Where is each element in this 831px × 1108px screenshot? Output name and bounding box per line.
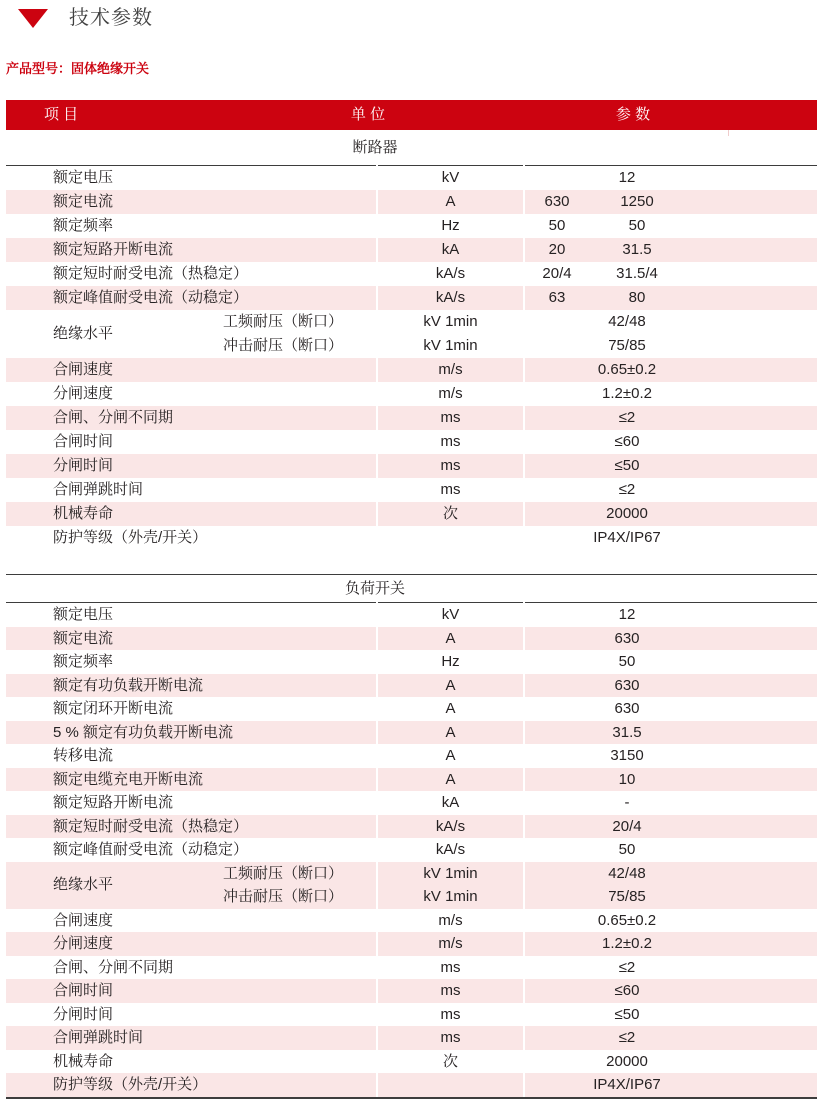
header-unit-column: 单 位: [350, 106, 386, 123]
table-row: [6, 838, 817, 862]
item-cell: 机械寿命: [6, 502, 376, 526]
unit-cell: 次: [378, 502, 523, 526]
unit-cell: kV: [441, 606, 460, 623]
item-cell: 额定有功负载开断电流: [6, 674, 376, 698]
param-value: 50: [618, 653, 636, 670]
param-value: 50: [618, 841, 636, 858]
param-value: 630: [544, 193, 570, 210]
item-cell: 合闸时间: [6, 979, 376, 1003]
table-sections: [6, 130, 817, 1099]
param-cell: [525, 262, 817, 286]
section-title: 负荷开关: [344, 580, 406, 597]
item-cell: 合闸弹跳时间: [53, 481, 144, 498]
unit-cell: kA: [378, 238, 523, 262]
item-cell: 额定频率: [53, 217, 114, 234]
table-bottom-line: [6, 1097, 817, 1099]
item-cell: 额定电流: [6, 190, 376, 214]
unit-cell: kA/s: [435, 841, 466, 858]
item-cell: 合闸时间: [53, 433, 114, 450]
unit-cell: ms: [440, 433, 461, 450]
unit-cell: A: [378, 768, 523, 792]
param-value: 50: [628, 217, 646, 234]
item-cell: 额定电缆充电开断电流: [6, 768, 376, 792]
item-cell: 额定短时耐受电流（热稳定）: [6, 815, 376, 839]
table-row: [6, 674, 817, 698]
table-row: [6, 454, 817, 478]
param-value: 75/85: [608, 337, 646, 354]
param-value: 12: [618, 606, 636, 623]
param-cell: [525, 768, 817, 792]
table-row: [6, 956, 817, 980]
param-value: ≤2: [618, 1029, 636, 1046]
item-cell: 额定短时耐受电流（热稳定）: [53, 265, 249, 282]
item-cell: 合闸速度: [6, 358, 376, 382]
section-header: [6, 130, 817, 165]
section-circuit-breaker: [6, 130, 817, 550]
item-sublabel: 冲击耐压（断口）: [223, 888, 344, 905]
item-cell: [6, 862, 376, 909]
unit-cell: [378, 526, 523, 550]
item-cell: 防护等级（外壳/开关）: [6, 1073, 376, 1097]
param-value: ≤50: [614, 1005, 640, 1023]
param-cell: [525, 603, 817, 627]
param-value: IP4X/IP67: [593, 529, 661, 546]
unit-cell: A: [378, 721, 523, 745]
param-value: 20000: [606, 505, 648, 522]
param-cell: [525, 932, 817, 956]
table-row: [6, 1073, 817, 1097]
item-cell: 机械寿命: [53, 1052, 114, 1070]
param-dual-values: [525, 190, 817, 214]
item-cell: 额定峰值耐受电流（动稳定）: [6, 286, 376, 310]
unit-cell: ms: [378, 454, 523, 478]
param-dual-values: [525, 262, 817, 286]
item-cell: 额定电压: [53, 606, 114, 623]
table-row: [6, 526, 817, 550]
item-sublabels: [223, 310, 343, 358]
unit-cell: Hz: [441, 653, 460, 670]
param-value: 20/4: [612, 817, 642, 835]
param-value: 31.5: [612, 723, 642, 741]
table-row: [6, 382, 817, 406]
param-value: 50: [548, 217, 566, 234]
table-row: [6, 697, 817, 721]
param-value: 75/85: [608, 888, 646, 905]
param-value: ≤60: [614, 433, 640, 450]
item-cell: 合闸速度: [53, 911, 114, 929]
param-cell: [525, 1003, 817, 1027]
table-row: [6, 358, 817, 382]
item-cell: 额定频率: [53, 653, 114, 670]
unit-value: kV 1min: [423, 888, 478, 905]
param-value: ≤2: [618, 409, 636, 426]
unit-cell: A: [445, 747, 456, 764]
unit-cell: A: [378, 674, 523, 698]
table-row: [6, 430, 817, 454]
unit-cell: ms: [378, 979, 523, 1003]
unit-cell: [378, 862, 523, 909]
param-cell: [525, 430, 817, 454]
unit-cell: ms: [440, 958, 461, 976]
item-cell: 分闸速度: [6, 932, 376, 956]
item-cell: 转移电流: [53, 747, 114, 764]
item-cell: 合闸、分闸不同期: [53, 958, 174, 976]
param-value: 630: [614, 629, 640, 647]
item-cell: 分闸时间: [53, 1005, 114, 1023]
page-title: 技术参数: [69, 7, 153, 29]
item-sublabel: 工频耐压（断口）: [223, 864, 344, 882]
param-value: 1.2±0.2: [602, 385, 652, 402]
unit-cell: ms: [378, 1026, 523, 1050]
item-cell: 合闸、分闸不同期: [6, 406, 376, 430]
table-row: [6, 478, 817, 502]
table-row: [6, 1026, 817, 1050]
unit-cell: m/s: [378, 358, 523, 382]
triangle-bullet-icon: [18, 9, 48, 28]
table-row: [6, 238, 817, 262]
param-value: 630: [614, 700, 640, 717]
unit-cell: kA/s: [378, 815, 523, 839]
table-row: [6, 502, 817, 526]
param-value: 1250: [620, 193, 654, 210]
param-dual-values: [525, 214, 817, 238]
param-value: 3150: [610, 747, 644, 764]
param-value: 12: [618, 169, 636, 186]
param-cell: [525, 286, 817, 310]
unit-cell: [378, 310, 523, 358]
param-cell: [525, 382, 817, 406]
unit-cell: ms: [378, 406, 523, 430]
item-cell: 额定短路开断电流: [53, 794, 174, 811]
param-value: IP4X/IP67: [593, 1076, 661, 1093]
param-cell: [525, 956, 817, 980]
table-row: [6, 627, 817, 651]
param-value: ≤2: [618, 481, 636, 498]
param-value: 31.5/4: [616, 265, 658, 282]
param-value: -: [624, 794, 630, 811]
unit-cell: A: [378, 627, 523, 651]
table-row: [6, 932, 817, 956]
param-cell: [525, 166, 817, 190]
param-value: 10: [618, 770, 636, 788]
unit-value: kV 1min: [423, 864, 478, 882]
param-value: 31.5: [622, 241, 652, 258]
param-cell: [525, 909, 817, 933]
param-cell: [525, 1050, 817, 1074]
param-value: ≤60: [614, 982, 640, 999]
unit-cell: kA: [441, 794, 460, 811]
param-cell: [525, 744, 817, 768]
table-header-bar: [6, 100, 817, 130]
param-dual-values: [525, 286, 817, 310]
table-row-merged: [6, 862, 817, 909]
spec-table: [6, 100, 817, 1099]
product-model-line: [6, 58, 831, 77]
param-cell: [525, 791, 817, 815]
param-cell: [525, 214, 817, 238]
param-cell: [525, 815, 817, 839]
param-value: 20: [548, 241, 566, 258]
section-title: 断路器: [352, 139, 398, 156]
table-row: [6, 166, 817, 190]
item-sublabel: 工频耐压（断口）: [223, 313, 344, 330]
param-cell: [525, 190, 817, 214]
param-cell: [525, 838, 817, 862]
param-cell: [525, 979, 817, 1003]
table-row: [6, 214, 817, 238]
param-cell: [525, 502, 817, 526]
item-sublabel: 冲击耐压（断口）: [223, 337, 344, 354]
unit-value: kV 1min: [423, 313, 478, 330]
item-cell: 额定闭环开断电流: [53, 700, 174, 717]
item-cell: 额定短路开断电流: [6, 238, 376, 262]
unit-cell: Hz: [441, 217, 460, 234]
param-cell: [525, 454, 817, 478]
table-row: [6, 650, 817, 674]
param-cell: [525, 721, 817, 745]
param-cell: [525, 674, 817, 698]
unit-cell: ms: [440, 481, 461, 498]
item-label: 绝缘水平: [53, 325, 114, 342]
table-row-merged: [6, 310, 817, 358]
param-value: 630: [614, 676, 640, 694]
table-row: [6, 979, 817, 1003]
table-row: [6, 406, 817, 430]
unit-cell: m/s: [438, 911, 463, 929]
unit-cell: [378, 1073, 523, 1097]
table-row: [6, 768, 817, 792]
section-load-switch: [6, 574, 817, 1099]
table-row: [6, 1050, 817, 1074]
item-cell: 额定电流: [6, 627, 376, 651]
unit-cell: m/s: [378, 932, 523, 956]
item-cell: 防护等级（外壳/开关）: [53, 529, 208, 546]
item-cell: 分闸时间: [6, 454, 376, 478]
param-cell: [525, 406, 817, 430]
param-value: 20000: [606, 1052, 648, 1070]
table-row: [6, 286, 817, 310]
section-header: [6, 575, 817, 602]
unit-cell: kA/s: [435, 265, 466, 282]
table-row: [6, 744, 817, 768]
header-item-column: 项 目: [44, 106, 79, 123]
param-value: 20/4: [542, 265, 572, 282]
param-dual-values: [525, 238, 817, 262]
unit-cell: ms: [440, 1005, 461, 1023]
unit-value: kV 1min: [423, 337, 478, 354]
unit-cell: A: [378, 190, 523, 214]
unit-cell: m/s: [438, 385, 463, 402]
table-row: [6, 262, 817, 286]
param-value: 1.2±0.2: [602, 935, 652, 952]
table-row: [6, 721, 817, 745]
param-value: ≤2: [618, 958, 636, 976]
item-label: 绝缘水平: [53, 876, 114, 894]
product-model-label: 产品型号：: [6, 61, 72, 76]
param-value: 63: [548, 289, 566, 306]
param-cell: [525, 627, 817, 651]
unit-cell: 次: [442, 1052, 458, 1070]
param-value: 0.65±0.2: [597, 361, 657, 378]
item-cell: 合闸弹跳时间: [6, 1026, 376, 1050]
title-bar: [0, 0, 831, 37]
param-cell: [525, 358, 817, 382]
table-row: [6, 603, 817, 627]
param-cell: [525, 310, 817, 358]
item-cell: [6, 310, 376, 358]
param-value: 42/48: [608, 313, 646, 330]
param-cell: [525, 1026, 817, 1050]
unit-cell: A: [445, 700, 456, 717]
param-value: ≤50: [614, 457, 640, 474]
param-value: 42/48: [608, 864, 646, 882]
item-cell: 额定峰值耐受电流（动稳定）: [53, 841, 249, 858]
unit-cell: kA/s: [378, 286, 523, 310]
item-cell: 分闸速度: [53, 385, 114, 402]
param-cell: [525, 478, 817, 502]
param-cell: [525, 697, 817, 721]
table-row: [6, 190, 817, 214]
table-row: [6, 1003, 817, 1027]
table-row: [6, 909, 817, 933]
product-model-value: 固体绝缘开关: [71, 61, 150, 76]
param-cell: [525, 238, 817, 262]
header-param-column: 参 数: [615, 106, 651, 123]
param-value: 0.65±0.2: [597, 911, 657, 929]
param-value: 80: [628, 289, 646, 306]
item-cell: 额定电压: [53, 169, 114, 186]
param-cell: [525, 650, 817, 674]
param-cell: [525, 862, 817, 909]
table-row: [6, 815, 817, 839]
table-row: [6, 791, 817, 815]
param-cell: [525, 526, 817, 550]
item-sublabels: [223, 862, 343, 909]
unit-cell: kV: [441, 169, 460, 186]
param-cell: [525, 1073, 817, 1097]
item-cell: 5 % 额定有功负载开断电流: [6, 721, 376, 745]
